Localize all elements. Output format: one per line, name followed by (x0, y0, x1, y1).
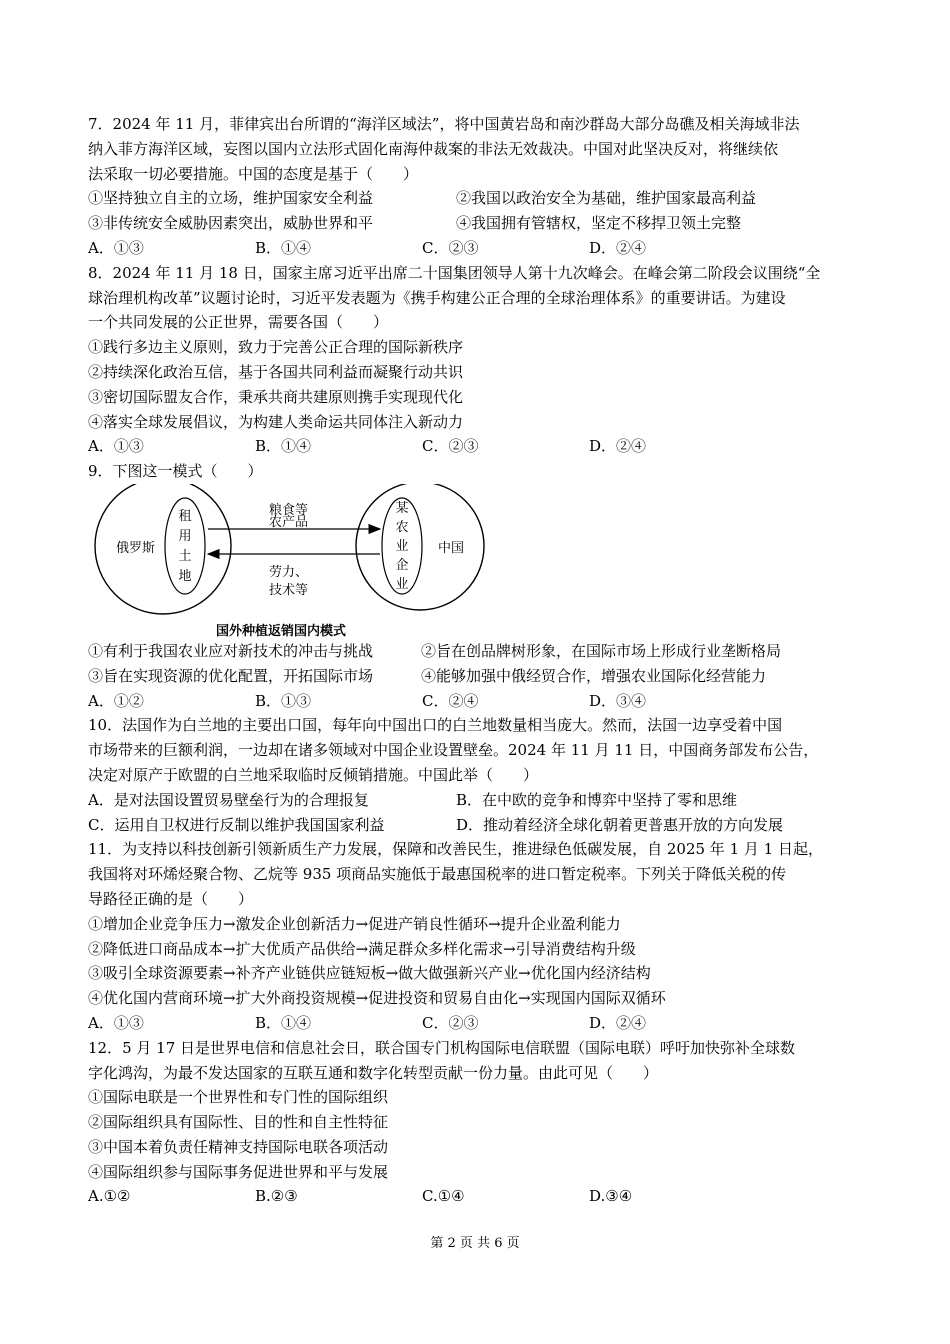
option-c: C．运用自卫权进行反制以维护我国国家利益 (88, 815, 385, 834)
choice-d: D.③④ (589, 1187, 633, 1206)
label-top-2: 农产品 (269, 514, 309, 530)
vertical-char: 业 (395, 576, 409, 592)
question-stem-line: 决定对原产于欧盟的白兰地采取临时反倾销措施。中国此举（ ） (88, 765, 539, 784)
option-b: B．在中欧的竞争和博弈中坚持了零和思维 (456, 790, 738, 809)
question-stem-line: 11．为支持以科技创新引领新质生产力发展，保障和改善民生，推进绿色低碳发展，自 2025 年 1 月 1 日起， (88, 840, 823, 859)
choice-a: A．①② (88, 691, 144, 710)
choice-b: B．①④ (255, 437, 312, 456)
question-10 (88, 713, 868, 837)
option-row (88, 788, 868, 813)
option-4: ④国际组织参与国际事务促进世界和平与发展 (88, 1162, 389, 1181)
option-4: ④我国拥有管辖权，坚定不移捍卫领土完整 (456, 214, 742, 233)
option-row (88, 211, 868, 236)
choice-c: C.①④ (422, 1187, 465, 1206)
vertical-char: 用 (178, 528, 192, 544)
question-stem-line: 7．2024 年 11 月，菲律宾出台所谓的“海洋区域法”，将中国黄岩岛和南沙群岛大部分岛礁及相关海域非法 (88, 115, 800, 133)
option-row (88, 639, 868, 664)
vertical-char: 土 (178, 548, 192, 564)
option-row (88, 813, 868, 838)
question-stem-line: 一个共同发展的公正世界，需要各国（ ） (88, 313, 389, 332)
option-2: ②国际组织具有国际性、目的性和自主性特征 (88, 1113, 389, 1132)
label-lease-land (178, 509, 191, 584)
question-stem-line: 法采取一切必要措施。中国的态度是基于（ ） (88, 164, 419, 183)
question-8 (88, 261, 868, 459)
label-china: 中国 (438, 540, 465, 556)
answer-choices (88, 1184, 868, 1209)
choice-c: C．②③ (422, 437, 479, 456)
choice-a: A．①③ (88, 1013, 144, 1032)
question-stem-line: 8．2024 年 11 月 18 日，国家主席习近平出席二十国集团领导人第十九次峰会。在峰会第二阶段会议围绕“全 (88, 263, 821, 282)
option-3: ③吸引全球资源要素→补齐产业链供应链短板→做大做强新兴产业→优化国内经济结构 (88, 964, 651, 983)
option-a: A．是对法国设置贸易壁垒行为的合理报复 (88, 790, 369, 809)
label-russia: 俄罗斯 (116, 540, 156, 556)
option-4: ④落实全球发展倡议，为构建人类命运共同体注入新动力 (88, 412, 464, 431)
choice-a: A．①③ (88, 238, 144, 257)
option-3: ③旨在实现资源的优化配置，开拓国际市场 (88, 666, 374, 685)
choice-b: B．①④ (255, 238, 312, 257)
option-1: ①坚持独立自主的立场，维护国家安全利益 (88, 189, 374, 208)
option-row (88, 186, 868, 211)
choice-d: D．②④ (589, 1013, 647, 1032)
page-footer: 第 2 页 共 6 页 (430, 1236, 520, 1251)
option-3: ③密切国际盟友合作，秉承共商共建原则携手实现现代化 (88, 387, 464, 406)
option-3: ③中国本着负责任精神支持国际电联各项活动 (88, 1137, 389, 1156)
vertical-char: 业 (395, 538, 409, 554)
option-1: ①增加企业竞争压力→激发企业创新活力→促进产销良性循环→提升企业盈利能力 (88, 914, 621, 933)
question-11 (88, 837, 868, 1035)
option-1: ①践行多边主义原则，致力于完善公正合理的国际新秩序 (88, 338, 464, 357)
choice-d: D．②④ (589, 238, 647, 257)
question-12 (88, 1036, 868, 1210)
choice-b: B．①③ (255, 691, 312, 710)
option-row (88, 664, 868, 689)
option-2: ②持续深化政治互信，基于各国共同利益而凝聚行动共识 (88, 362, 464, 381)
answer-choices (88, 689, 868, 714)
answer-choices (88, 1011, 868, 1036)
option-2: ②降低进口商品成本→扩大优质产品供给→满足群众多样化需求→引导消费结构升级 (88, 939, 636, 958)
label-enterprise (395, 501, 408, 592)
choice-c: C．②③ (422, 1013, 479, 1032)
trade-model-diagram (88, 484, 868, 639)
choice-a: A．①③ (88, 437, 144, 456)
vertical-char: 某 (395, 500, 409, 516)
question-9 (88, 459, 868, 713)
answer-choices (88, 236, 868, 261)
choice-d: D．②④ (589, 437, 647, 456)
exam-page (88, 112, 868, 1209)
choice-c: C．②④ (422, 691, 479, 710)
vertical-char: 农 (395, 519, 409, 535)
question-stem-line: 9．下图这一模式（ ） (88, 462, 263, 481)
choice-a: A.①② (88, 1187, 131, 1206)
label-bottom-2: 技术等 (269, 582, 309, 598)
diagram-svg (88, 484, 488, 639)
option-2: ②旨在创品牌树形象，在国际市场上形成行业垄断格局 (421, 641, 782, 660)
question-stem-line: 纳入菲方海洋区域，妄图以国内立法形式固化南海仲裁案的非法无效裁决。中国对此坚决反对，将继续依 (88, 139, 779, 158)
question-stem-line: 导路径正确的是（ ） (88, 889, 254, 908)
choice-c: C．②③ (422, 238, 479, 257)
answer-choices (88, 434, 868, 459)
choice-b: B．①④ (255, 1013, 312, 1032)
label-top-1: 粮食等 (269, 502, 309, 518)
option-4: ④能够加强中俄经贸合作，增强农业国际化经营能力 (421, 666, 767, 685)
question-stem-line: 10．法国作为白兰地的主要出口国，每年向中国出口的白兰地数量相当庞大。然而，法国一边享受着中国 (88, 716, 783, 735)
question-7 (88, 112, 868, 261)
question-stem-line: 球治理机构改革”议题讨论时，习近平发表题为《携手构建公正合理的全球治理体系》的重要讲话。为建设 (88, 288, 786, 307)
option-1: ①国际电联是一个世界性和专门性的国际组织 (88, 1088, 389, 1107)
option-3: ③非传统安全威胁因素突出，威胁世界和平 (88, 214, 374, 233)
choice-b: B.②③ (255, 1187, 298, 1206)
option-4: ④优化国内营商环境→扩大外商投资规模→促进投资和贸易自由化→实现国内国际双循环 (88, 989, 666, 1008)
question-stem-line: 我国将对环烯烃聚合物、乙烷等 935 项商品实施低于最惠国税率的进口暂定税率。下列关于降低关税的传 (88, 865, 787, 884)
diagram-caption: 国外种植返销国内模式 (216, 623, 347, 639)
vertical-char: 企 (395, 557, 409, 573)
question-stem-line: 字化鸿沟，为最不发达国家的互联互通和数字化转型贡献一份力量。由此可见（ ） (88, 1063, 659, 1082)
vertical-char: 租 (178, 508, 192, 524)
choice-d: D．③④ (589, 691, 647, 710)
option-2: ②我国以政治安全为基础，维护国家最高利益 (456, 189, 757, 208)
option-d: D．推动着经济全球化朝着更普惠开放的方向发展 (456, 815, 784, 834)
question-stem-line: 12．5 月 17 日是世界电信和信息社会日，联合国专门机构国际电信联盟（国际电联）呼吁加快弥补全球数 (88, 1038, 796, 1057)
vertical-char: 地 (178, 568, 192, 584)
question-stem-line: 市场带来的巨额利润，一边却在诸多领域对中国企业设置壁垒。2024 年 11 月 11 日，中国商务部发布公告， (88, 741, 819, 760)
china-circle (356, 484, 484, 610)
label-bottom-1: 劳力、 (269, 564, 309, 580)
option-1: ①有利于我国农业应对新技术的冲击与挑战 (88, 641, 374, 660)
